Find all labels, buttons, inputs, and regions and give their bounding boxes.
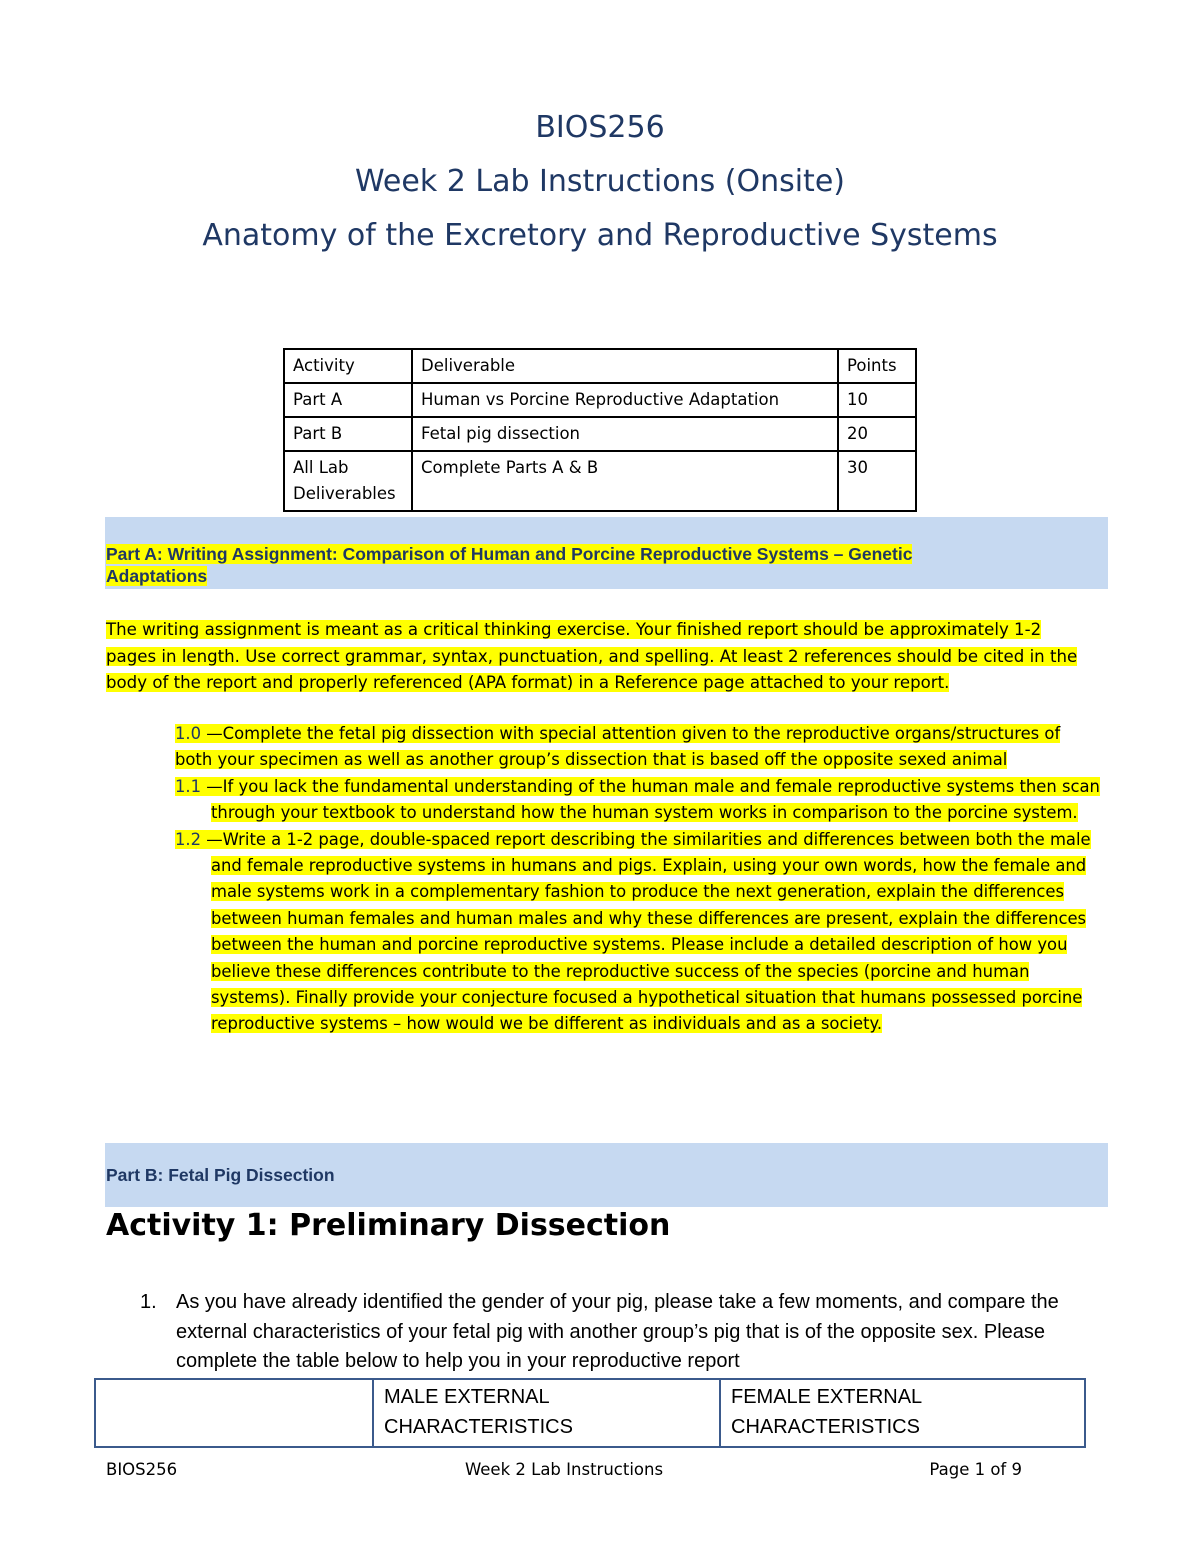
doc-topic: Anatomy of the Excretory and Reproductive Systems: [202, 218, 998, 253]
footer-page-number: Page 1 of 9: [929, 1460, 1022, 1479]
table-cell: Complete Parts A & B: [412, 451, 838, 511]
table-row: [284, 417, 916, 451]
table-cell: 10: [838, 383, 916, 417]
part-b-heading: Part B: Fetal Pig Dissection: [106, 1165, 335, 1185]
table-header-row: [95, 1379, 1085, 1447]
activity-title: Activity 1: Preliminary Dissection: [106, 1208, 671, 1243]
doc-subtitle: Week 2 Lab Instructions (Onsite): [355, 164, 845, 199]
part-a-list: [175, 721, 1100, 1038]
table-cell: 30: [838, 451, 916, 511]
table-row: [284, 451, 916, 511]
list-item: 1.1 —If you lack the fundamental understanding of the human male and female reproductive systems then scan through your textbook to understand how the human system works in comparison to the porcine system.: [175, 776, 1100, 823]
step-1: [140, 1288, 1100, 1377]
list-item: 1.2 —Write a 1-2 page, double-spaced report describing the similarities and differences between both the male and female reproductive systems in humans and pigs. Explain, using your own words, how the female and male systems work in a complementary fashion to produce the next generation, explain the differences between human females and human males and why these differences are present, explain the differences between the human and porcine reproductive systems. Please include a detailed description of how you believe these differences contribute to the reproductive success of the species (porcine and human systems). Finally provide your conjecture focused a hypothetical situation that humans possessed porcine reproductive systems – how would we be different as individuals and as a society.: [175, 829, 1091, 1034]
table-row: [284, 383, 916, 417]
table-cell: Part B: [284, 417, 412, 451]
header-deliverable: Deliverable: [412, 349, 838, 383]
table-cell: Human vs Porcine Reproductive Adaptation: [412, 383, 838, 417]
footer-center: Week 2 Lab Instructions: [464, 1460, 664, 1479]
step-text: As you have already identified the gender of your pig, please take a few moments, and compare the external characteristics of your fetal pig with another group’s pig that is of the opposite sex. Please complete the table below to help you in your reproductive report: [176, 1291, 1059, 1372]
deliverables-table: [283, 348, 917, 512]
step-number: 1.: [140, 1291, 157, 1313]
footer-left: BIOS256: [106, 1460, 178, 1479]
doc-title: BIOS256: [535, 110, 665, 145]
table-cell: [95, 1379, 373, 1447]
list-item: 1.0 —Complete the fetal pig dissection with special attention given to the reproductive organs/structures of both your specimen as well as another group’s dissection that is based off the opposite sexed animal: [175, 724, 1061, 770]
part-a-intro: The writing assignment is meant as a critical thinking exercise. Your finished report should be approximately 1-2 pages in length. Use correct grammar, syntax, punctuation, and spelling. At least 2 references should be cited in the body of the report and properly referenced (APA format) in a Reference page attached to your report.: [106, 620, 1078, 692]
table-cell: Part A: [284, 383, 412, 417]
part-a-heading: Part A: Writing Assignment: Comparison of Human and Porcine Reproductive Systems – Genetic Adaptations: [106, 544, 913, 586]
female-characteristics-header: FEMALE EXTERNAL CHARACTERISTICS: [720, 1379, 1085, 1447]
table-cell: 20: [838, 417, 916, 451]
header-points: Points: [838, 349, 916, 383]
table-cell: Fetal pig dissection: [412, 417, 838, 451]
header-activity: Activity: [284, 349, 412, 383]
table-cell: All Lab Deliverables: [284, 451, 412, 511]
characteristics-table: [94, 1378, 1086, 1448]
table-header-row: [284, 349, 916, 383]
male-characteristics-header: MALE EXTERNAL CHARACTERISTICS: [373, 1379, 720, 1447]
